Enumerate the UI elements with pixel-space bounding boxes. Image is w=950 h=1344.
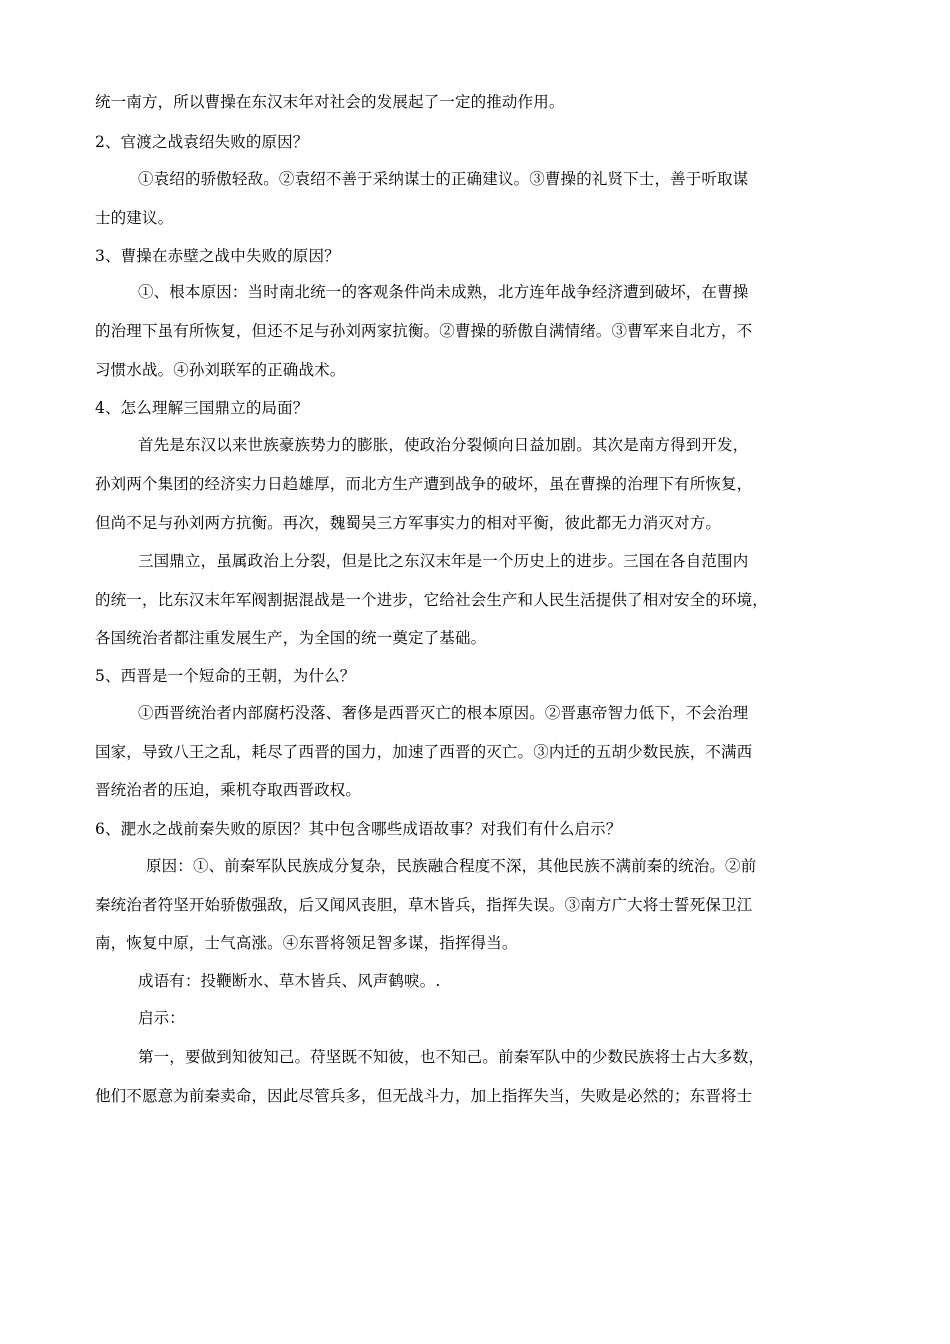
text-line: 各国统治者都注重发展生产，为全国的统一奠定了基础。 [95,629,487,647]
question-heading: 4、怎么理解三国鼎立的局面？ [95,399,309,417]
text-line: ①、根本原因：当时南北统一的客观条件尚未成熟，北方连年战争经济遭到破坏，在曹操 [138,283,749,301]
text-line: 他们不愿意为前秦卖命，因此尽管兵多，但无战斗力，加上指挥失当，失败是必然的；东晋将士 [95,1087,753,1105]
text-line: 的治理下虽有所恢复，但还不足与孙刘两家抗衡。②曹操的骄傲自满情绪。③曹军来自北方，不 [95,322,753,340]
text-line: 启示： [138,1009,185,1027]
text-line: 晋统治者的压迫，乘机夺取西晋政权。 [95,781,362,799]
text-line: 孙刘两个集团的经济实力日趋雄厚，而北方生产遭到战争的破坏，虽在曹操的治理下有所恢复， [95,475,753,493]
text-line: ①西晋统治者内部腐朽没落、奢侈是西晋灭亡的根本原因。②晋惠帝智力低下，不会治理 [138,704,749,722]
text-line: 习惯水战。④孙刘联军的正确战术。 [95,361,346,379]
text-line: 统一南方，所以曹操在东汉末年对社会的发展起了一定的推动作用。 [95,93,565,111]
question-heading: 5、西晋是一个短命的王朝，为什么？ [95,667,356,685]
text-line: ①袁绍的骄傲轻敌。②袁绍不善于采纳谋士的正确建议。③曹操的礼贤下士，善于听取谋 [138,170,749,188]
text-line: 但尚不足与孙刘两方抗衡。再次，魏蜀吴三方军事实力的相对平衡，彼此都无力消灭对方。 [95,514,722,532]
text-line: 首先是东汉以来世族豪族势力的膨胀，使政治分裂倾向日益加剧。其次是南方得到开发， [138,436,749,454]
question-heading: 2、官渡之战袁绍失败的原因？ [95,133,309,151]
text-line: 秦统治者符坚开始骄傲强敌，后又闻风丧胆，草木皆兵，指挥失误。③南方广大将士誓死保卫江 [95,896,753,914]
text-line: 的统一，比东汉末年军阀割据混战是一个进步，它给社会生产和人民生活提供了相对安全的环境， [95,591,768,609]
question-heading: 3、曹操在赤壁之战中失败的原因？ [95,247,340,265]
text-line: 原因：①、前秦军队民族成分复杂，民族融合程度不深，其他民族不满前秦的统治。②前 [146,857,757,875]
text-line: 士的建议。 [95,209,174,227]
text-line: 国家，导致八王之乱，耗尽了西晋的国力，加速了西晋的灭亡。③内迁的五胡少数民族，不满西 [95,743,753,761]
text-line: 三国鼎立，虽属政治上分裂，但是比之东汉末年是一个历史上的进步。三国在各自范围内 [138,552,749,570]
question-heading: 6、淝水之战前秦失败的原因？其中包含哪些成语故事？对我们有什么启示？ [95,820,622,838]
text-line: 第一，要做到知彼知己。苻坚既不知彼，也不知己。前秦军队中的少数民族将士占大多数， [138,1048,765,1066]
text-line: 成语有：投鞭断水、草木皆兵、风声鹤唳。. [138,972,441,990]
text-line: 南，恢复中原，士气高涨。④东晋将领足智多谋，指挥得当。 [95,934,518,952]
